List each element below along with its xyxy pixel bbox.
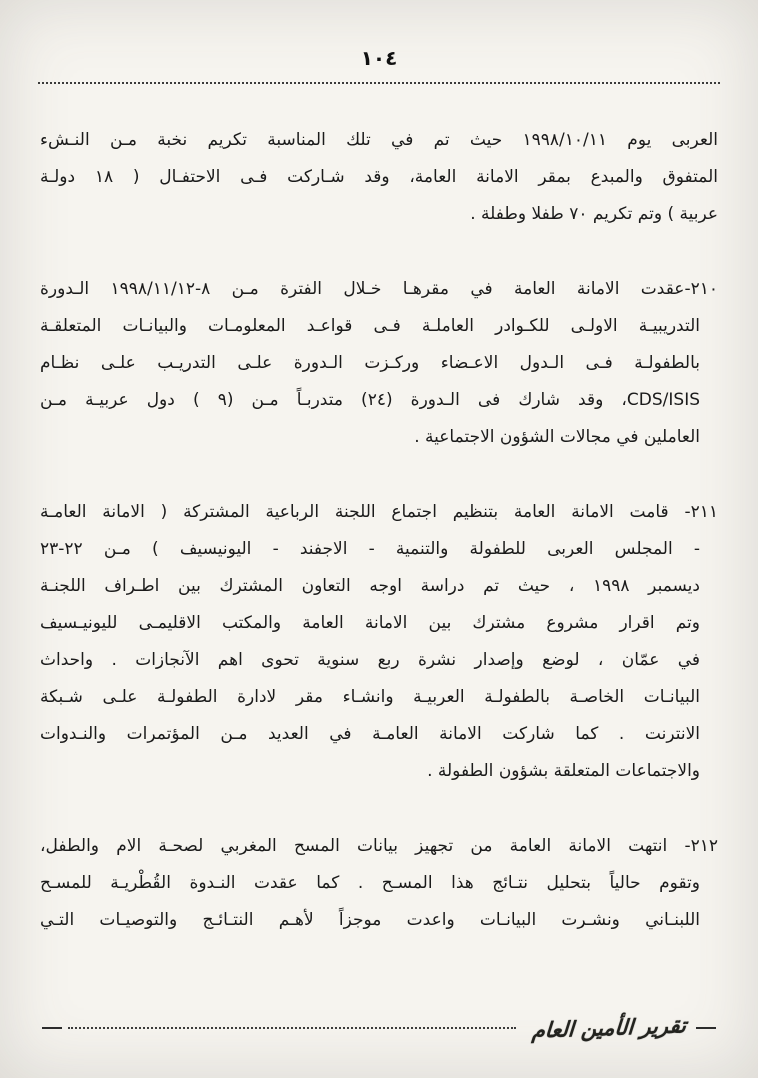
paragraph-211: [40, 494, 718, 790]
paragraph-continuation: [40, 122, 718, 233]
paragraph-210: [40, 271, 718, 456]
text-line: CDS/ISIS، وقد شارك فى الـدورة (٢٤) متدربـاً مـن (٩ ) دول عربيـة مـن: [40, 390, 701, 410]
paragraph-212: [40, 828, 718, 939]
text-line: المتفوق والمبدع بمقر الامانة العامة، وقد شـاركت فـى الاحتفـال ( ١٨ دولـة: [40, 167, 718, 187]
footer-dash-left: [42, 1027, 62, 1029]
footer-signature-handwriting: تقرير الأمين العام: [531, 1013, 687, 1043]
page-footer: [0, 1013, 758, 1043]
text-line: البيانـات الخاصـة بالطفولـة العربيـة وانشـاء مقر لادارة الطفولـة علـى شـبكة: [40, 687, 700, 707]
page-header: [0, 0, 758, 70]
document-body: [0, 84, 758, 939]
text-line: في عمّان ، لوضع وإصدار نشرة ربع سنوية تحوى اهم الآنجازات . واحداث: [40, 650, 700, 670]
text-line: ديسمبر ١٩٩٨ ، حيث تم دراسة اوجه التعاون المشترك بين اطـراف اللجنـة: [40, 576, 700, 596]
text-line: العربى يوم ١٩٩٨/١٠/١١ حيث تم في تلك المناسبة تكريم نخبة مـن النـشء: [40, 130, 718, 150]
text-line: ٢١٢- انتهت الامانة العامة من تجهيز بيانات المسح المغربي لصحـة الام والطفل،: [40, 836, 718, 856]
text-line: التدريبيـة الاولـى للكـوادر العاملـة فـى قواعـد المعلومـات والبيانـات المتعلقـة: [40, 316, 700, 336]
text-line: والاجتماعات المتعلقة بشؤون الطفولة .: [427, 761, 700, 781]
footer-dotted-rule: [68, 1027, 516, 1029]
page-number: ١٠٤: [360, 46, 398, 70]
text-line: العاملين في مجالات الشؤون الاجتماعية .: [414, 427, 700, 447]
text-line: ٢١٠-عقدت الامانة العامة في مقرهـا خـلال الفترة مـن ٨-١٩٩٨/١١/١٢ الـدورة: [40, 279, 718, 299]
text-line: ٢١١- قامت الامانة العامة بتنظيم اجتماع اللجنة الرباعية المشتركة ( الامانة العامـة: [40, 502, 718, 522]
text-line: اللبنـاني ونشـرت البيانـات واعدت موجزاً لأهـم النتـائـج والتوصيـات التـي: [40, 910, 700, 930]
text-line: بالطفولـة فـى الـدول الاعـضاء وركـزت الـدورة علـى التدريـب علـى نظـام: [40, 353, 700, 373]
footer-dash-right: [696, 1027, 716, 1029]
text-line: عربية ) وتم تكريم ٧٠ طفلا وطفلة .: [470, 204, 718, 224]
text-line: وتم اقرار مشروع مشترك بين الامانة العامة والمكتب الاقليمـى لليونيـسيف: [40, 613, 700, 633]
text-line: وتقوم حالياً بتحليل نتـائج هذا المسـح . كما عقدت النـدوة القُطْريـة للمسـح: [40, 873, 700, 893]
text-line: الانترنت . كما شاركت الامانة العامـة في العديد مـن المؤتمرات والنـدوات: [40, 724, 700, 744]
text-line: - المجلس العربى للطفولة والتنمية - الاجفند - اليونيسيف ) مـن ٢٢-٢٣: [40, 539, 700, 559]
